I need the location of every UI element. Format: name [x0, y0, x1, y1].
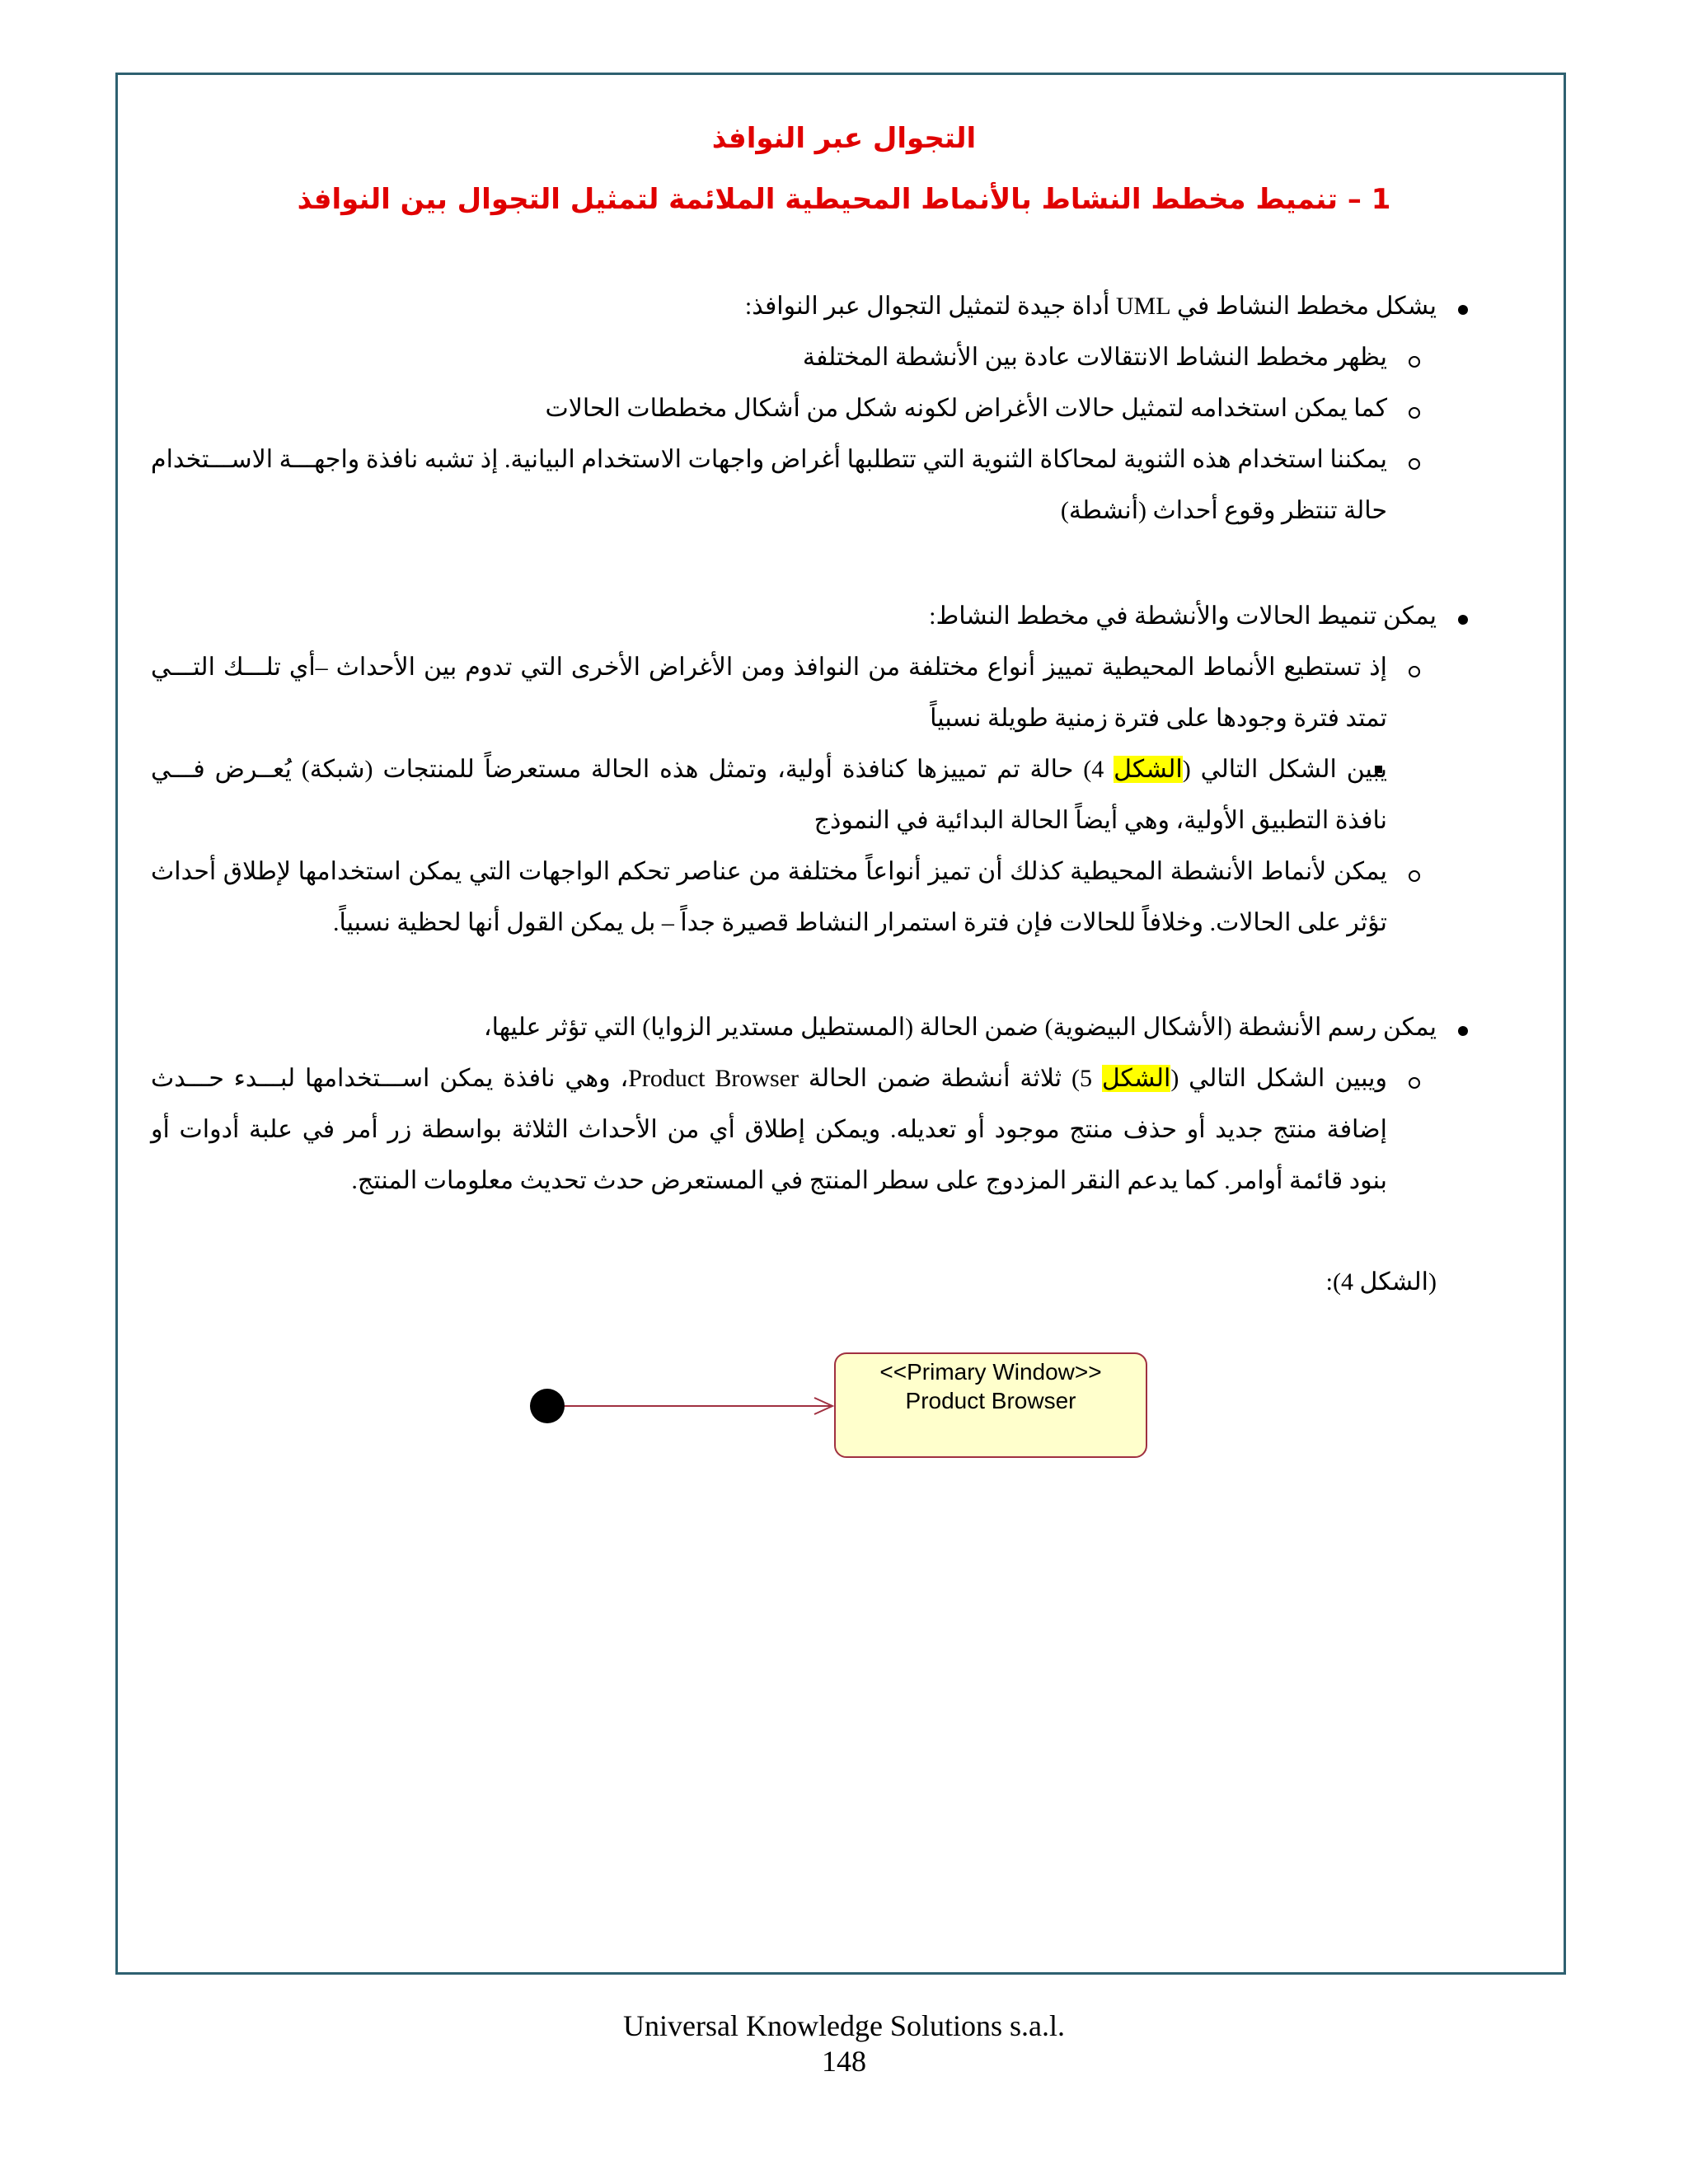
sub-list-item-continuation: نافذة التطبيق الأولية، وهي أيضاً الحالة البدائية في النموذج	[814, 807, 1387, 834]
page-number: 148	[822, 2045, 866, 2078]
initial-state-node	[530, 1389, 565, 1423]
list-item: يمكن لأنماط الأنشطة المحيطية كذلك أن تميز أنواعاً مختلفة من عناصر تحكم الواجهات التي يمكن استخدامها لإطلاق أحداث	[151, 858, 1387, 885]
section3-bullet: يمكن رسم الأنشطة (الأشكال البيضوية) ضمن الحالة (المستطيل مستدير الزوايا) التي تؤثر عليها،	[483, 1014, 1437, 1041]
text-run: 5) ثلاثة أنشطة ضمن الحالة Product Browser، وهي نافذة يمكن اســـتخدامها لبـــدء حـــدث	[151, 1065, 1102, 1092]
state-name: Product Browser	[905, 1388, 1076, 1413]
highlighted-word: الشكل	[1101, 1065, 1171, 1092]
list-item-continuation: تمتد فترة وجودها على فترة زمنية طويلة نسبياً	[930, 705, 1387, 732]
text-run: ويبين الشكل التالي (	[1170, 1065, 1388, 1092]
section-heading: 1 – تنميط مخطط النشاط بالأنماط المحيطية الملائمة لتمثيل التجوال بين النوافذ	[297, 183, 1391, 216]
list-item: كما يمكن استخدامه لتمثيل حالات الأغراض لكونه شكل من أشكال مخططات الحالات	[545, 395, 1387, 422]
list-item-continuation: بنود قائمة أوامر. كما يدعم النقر المزدوج على سطر المنتج في المستعرض حدث تحديث معلومات المنتج.	[351, 1167, 1387, 1194]
page-title: التجوال عبر النوافذ	[711, 122, 977, 155]
text-run: 4) حالة تم تمييزها كنافذة أولية، وتمثل هذه الحالة مستعرضاً للمنتجات (شبكة) يُعــرض فـــي	[151, 756, 1114, 783]
highlighted-word: الشكل	[1114, 756, 1183, 783]
list-item-continuation: إضافة منتج جديد أو حذف منتج موجود أو تعديله. ويمكن إطلاق أي من الأحداث الثلاثة بواسطة زر أمر في علبة أدوات أو	[151, 1116, 1387, 1143]
section1-bullet: يشكل مخطط النشاط في UML أداة جيدة لتمثيل التجوال عبر النوافذ:	[744, 293, 1437, 320]
list-item: يظهر مخطط النشاط الانتقالات عادة بين الأنشطة المختلفة	[802, 344, 1387, 371]
list-item-continuation: حالة تنتظر وقوع أحداث (أنشطة)	[1060, 497, 1387, 524]
section2-bullet: يمكن تنميط الحالات والأنشطة في مخطط النشاط:	[929, 602, 1437, 630]
list-item: يمكننا استخدام هذه الثنوية لمحاكاة الثنوية التي تتطلبها أغراض واجهات الاستخدام البيانية. إذ تشبه نافذة واجهـــة الاســـتخدام	[151, 446, 1387, 473]
text-run: يبين الشكل التالي (	[1182, 756, 1388, 783]
footer-publisher: Universal Knowledge Solutions s.a.l.	[623, 2009, 1065, 2042]
figure-caption: (الشكل 4):	[1325, 1268, 1437, 1296]
list-item-continuation: تؤثر على الحالات. وخلافاً للحالات فإن فترة استمرار النشاط قصيرة جداً – بل يمكن القول أنها لحظية نسبياً.	[332, 909, 1387, 936]
state-stereotype: <<Primary Window>>	[879, 1359, 1102, 1385]
list-item: إذ تستطيع الأنماط المحيطية تمييز أنواع مختلفة من النوافذ ومن الأغراض الأخرى التي تدوم بين الأحداث –أي تلـــك التـــي	[151, 654, 1387, 681]
